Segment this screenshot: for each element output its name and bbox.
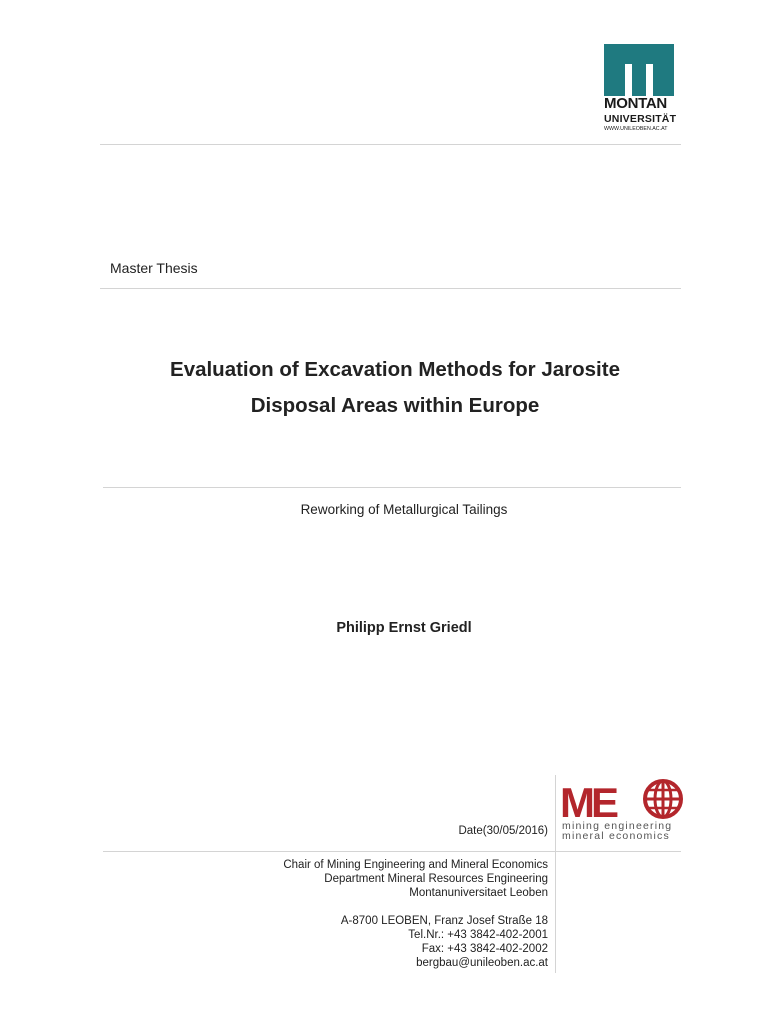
fax-number: Fax: +43 3842-402-2002 xyxy=(421,943,548,955)
university-logo xyxy=(604,44,676,136)
footer-vertical-divider xyxy=(555,775,556,973)
university-logo-line2: UNIVERSITÄT xyxy=(604,113,677,125)
footer-divider xyxy=(103,851,681,852)
address-line: Montanuniversitaet Leoben xyxy=(409,887,548,899)
email-address: bergbau@unileoben.ac.at xyxy=(416,957,548,969)
department-logo-line1: mining engineering xyxy=(562,820,673,832)
thesis-date: Date(30/05/2016) xyxy=(458,825,548,837)
globe-icon xyxy=(645,781,681,817)
university-mark-icon xyxy=(604,44,674,96)
address-block-institution xyxy=(200,858,548,900)
department-logo xyxy=(560,779,684,841)
address-block-contact xyxy=(200,914,548,970)
header-divider xyxy=(100,144,681,145)
department-logo-mark xyxy=(560,779,684,821)
thesis-title-line: Disposal Areas within Europe xyxy=(250,394,540,417)
address-line: Chair of Mining Engineering and Mineral Economics xyxy=(283,859,548,871)
thesis-type-divider xyxy=(100,288,681,289)
author-name: Philipp Ernst Griedl xyxy=(336,620,472,636)
phone-number: Tel.Nr.: +43 3842-402-2001 xyxy=(408,929,548,941)
thesis-title xyxy=(100,352,690,424)
address-line: Department Mineral Resources Engineering xyxy=(324,873,548,885)
department-logo-line2: mineral economics xyxy=(562,830,670,842)
address-line: A-8700 LEOBEN, Franz Josef Straße 18 xyxy=(340,915,548,927)
university-logo-url: WWW.UNILEOBEN.AC.AT xyxy=(604,126,668,132)
thesis-title-line: Evaluation of Excavation Methods for Jarosite xyxy=(170,358,620,381)
university-logo-line1: MONTAN xyxy=(604,95,667,112)
title-divider xyxy=(103,487,681,488)
department-logo-letters: ME xyxy=(560,779,615,821)
thesis-subtitle: Reworking of Metallurgical Tailings xyxy=(300,502,508,517)
thesis-type: Master Thesis xyxy=(110,260,198,276)
